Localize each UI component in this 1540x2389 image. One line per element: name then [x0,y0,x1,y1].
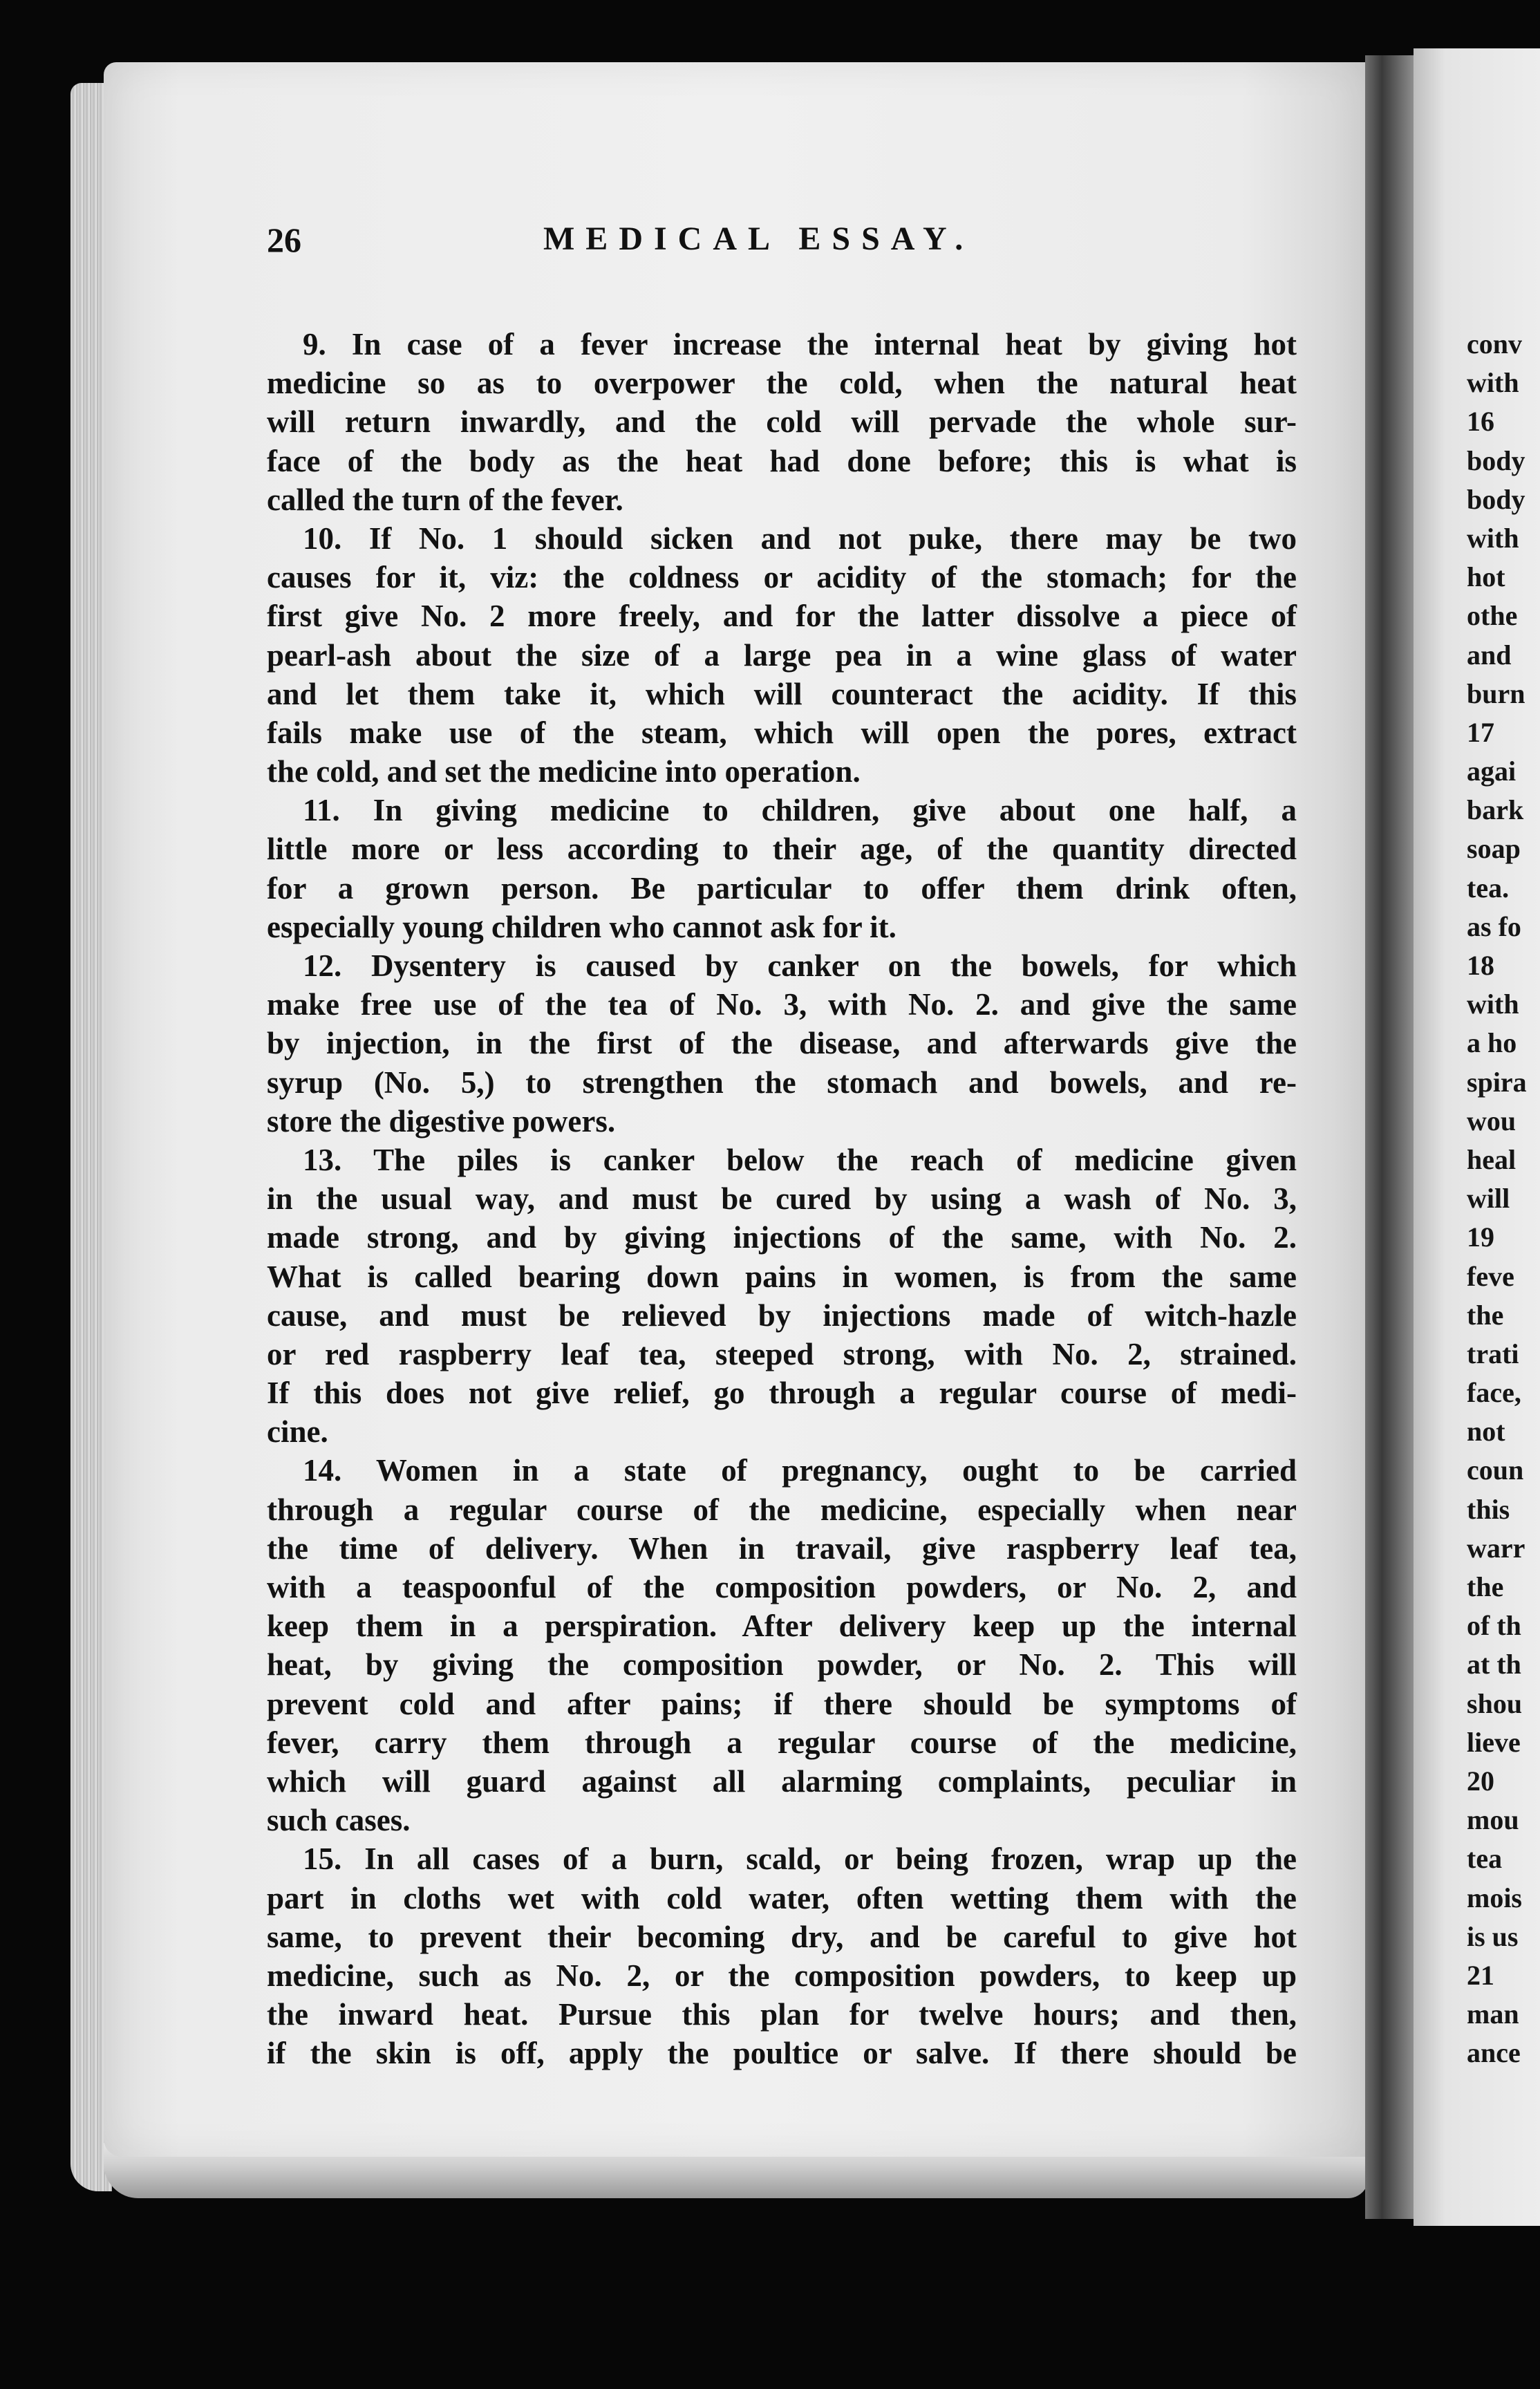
facing-line-fragment: wou [1467,1105,1516,1136]
text-line: fever, carry them through a regular course of the medicine, [267,1725,1297,1760]
text-line: make free use of the tea of No. 3, with No. 2. and give the same [267,987,1297,1022]
facing-line-fragment: burn [1467,677,1525,709]
text-line: keep them in a perspiration. After delivery keep up the internal [267,1609,1297,1644]
text-line: pearl-ash about the size of a large pea in a wine glass of water [267,637,1297,673]
facing-line-fragment: mou [1467,1804,1519,1836]
page-number: 26 [267,221,301,259]
body-text [267,325,1297,2072]
text-line: 12. Dysentery is caused by canker on the bowels, for which [303,948,1297,983]
facing-line-fragment: the [1467,1299,1504,1331]
text-line: face of the body as the heat had done before; this is what is [267,443,1297,478]
text-line: prevent cold and after pains; if there should be symptoms of [267,1686,1297,1721]
text-line: called the turn of the fever. [267,482,623,517]
page-header [267,220,1297,268]
facing-line-fragment: with [1467,989,1519,1020]
facing-line-fragment: spira [1467,1066,1527,1098]
facing-line-fragment: with [1467,522,1519,554]
text-line: 10. If No. 1 should sicken and not puke, there may be two [303,521,1297,556]
facing-line-fragment: 21 [1467,1959,1494,1991]
text-line: in the usual way, and must be cured by using a wash of No. 3, [267,1181,1297,1217]
facing-line-fragment: not [1467,1416,1505,1448]
facing-line-fragment: lieve [1467,1726,1521,1758]
text-line: with a teaspoonful of the composition powders, or No. 2, and [267,1570,1297,1604]
text-line: or red raspberry leaf tea, steeped strong, with No. 2, strained. [267,1336,1297,1371]
facing-line-fragment: at th [1467,1649,1521,1680]
text-line: if the skin is off, apply the poultice or salve. If there should be [267,2036,1297,2071]
text-line: If this does not give relief, go through a regular course of medi- [267,1376,1297,1411]
text-line: fails make use of the steam, which will open the pores, extract [267,715,1297,750]
facing-line-fragment: soap [1467,833,1521,865]
facing-line-fragment: the [1467,1571,1504,1602]
facing-page-text [1467,325,1540,2072]
facing-line-fragment: heal [1467,1143,1516,1175]
facing-line-fragment: body [1467,444,1525,476]
text-line: syrup (No. 5,) to strengthen the stomach and bowels, and re- [267,1065,1297,1100]
text-line: store the digestive powers. [267,1103,616,1139]
text-line: cause, and must be relieved by injections made of witch-hazle [267,1297,1297,1333]
text-line: by injection, in the first of the disease, and afterwards give the [267,1026,1297,1061]
facing-line-fragment: hot [1467,561,1505,593]
text-line: 14. Women in a state of pregnancy, ought to be carried [303,1453,1297,1488]
text-line: 11. In giving medicine to children, give about one half, a [303,793,1297,828]
facing-line-fragment: conv [1467,328,1522,359]
facing-line-fragment: coun [1467,1454,1524,1486]
text-line: for a grown person. Be particular to offer them drink often, [267,870,1297,906]
text-line: the cold, and set the medicine into operation. [267,754,861,789]
text-line: especially young children who cannot ask for it. [267,909,896,944]
facing-line-fragment: othe [1467,600,1518,632]
text-line: What is called bearing down pains in women, is from the same [267,1259,1297,1294]
facing-line-fragment: 17 [1467,716,1494,748]
text-line: first give No. 2 more freely, and for the latter dissolve a piece of [267,599,1297,634]
text-line: 15. In all cases of a burn, scald, or being frozen, wrap up the [303,1842,1297,1877]
facing-line-fragment: body [1467,483,1525,515]
text-line: the time of delivery. When in travail, give raspberry leaf tea, [267,1530,1297,1566]
facing-line-fragment: bark [1467,794,1524,826]
facing-line-fragment: shou [1467,1687,1523,1719]
facing-line-fragment: tea [1467,1843,1503,1875]
text-line: medicine, such as No. 2, or the composition powders, to keep up [267,1958,1297,1993]
text-line: such cases. [267,1803,411,1838]
facing-line-fragment: 20 [1467,1765,1494,1797]
facing-line-fragment: 16 [1467,406,1494,438]
facing-line-fragment: agai [1467,756,1516,787]
facing-line-fragment: and [1467,639,1512,671]
facing-line-fragment: warr [1467,1532,1525,1564]
facing-line-fragment: mois [1467,1882,1522,1913]
facing-line-fragment: man [1467,1998,1519,2030]
text-line: which will guard against all alarming complaints, peculiar in [267,1763,1297,1799]
facing-line-fragment: will [1467,1183,1510,1215]
text-line: causes for it, viz: the coldness or acidity of the stomach; for the [267,560,1297,595]
text-line: 9. In case of a fever increase the internal heat by giving hot [303,327,1297,362]
facing-line-fragment: is us [1467,1920,1519,1952]
facing-line-fragment: ance [1467,2037,1521,2069]
facing-line-fragment: as fo [1467,910,1521,942]
facing-line-fragment: of th [1467,1610,1521,1642]
facing-line-fragment: with [1467,367,1519,399]
text-line: cine. [267,1414,328,1450]
text-line: 13. The piles is canker below the reach of medicine given [303,1142,1297,1177]
facing-line-fragment: this [1467,1493,1510,1525]
text-line: and let them take it, which will counteract the acidity. If this [267,676,1297,711]
facing-line-fragment: a ho [1467,1027,1517,1059]
text-line: same, to prevent their becoming dry, and be careful to give hot [267,1919,1297,1954]
facing-line-fragment: trati [1467,1338,1519,1369]
facing-line-fragment: feve [1467,1260,1514,1292]
text-line: little more or less according to their age, of the quantity directed [267,832,1297,867]
text-line: made strong, and by giving injections of the same, with No. 2. [267,1220,1297,1255]
facing-line-fragment: 19 [1467,1221,1494,1253]
text-line: through a regular course of the medicine, especially when near [267,1492,1297,1527]
book-gutter [1365,55,1414,2219]
running-head: MEDICAL ESSAY. [543,221,975,257]
text-line: will return inwardly, and the cold will pervade the whole sur- [267,404,1297,440]
facing-line-fragment: 18 [1467,950,1494,981]
facing-line-fragment: face, [1467,1377,1521,1409]
text-line: the inward heat. Pursue this plan for twelve hours; and then, [267,1997,1297,2032]
text-line: medicine so as to overpower the cold, when the natural heat [267,366,1297,401]
text-line: part in cloths wet with cold water, often wetting them with the [267,1880,1297,1915]
text-line: heat, by giving the composition powder, or No. 2. This will [267,1647,1297,1683]
facing-line-fragment: tea. [1467,872,1510,903]
